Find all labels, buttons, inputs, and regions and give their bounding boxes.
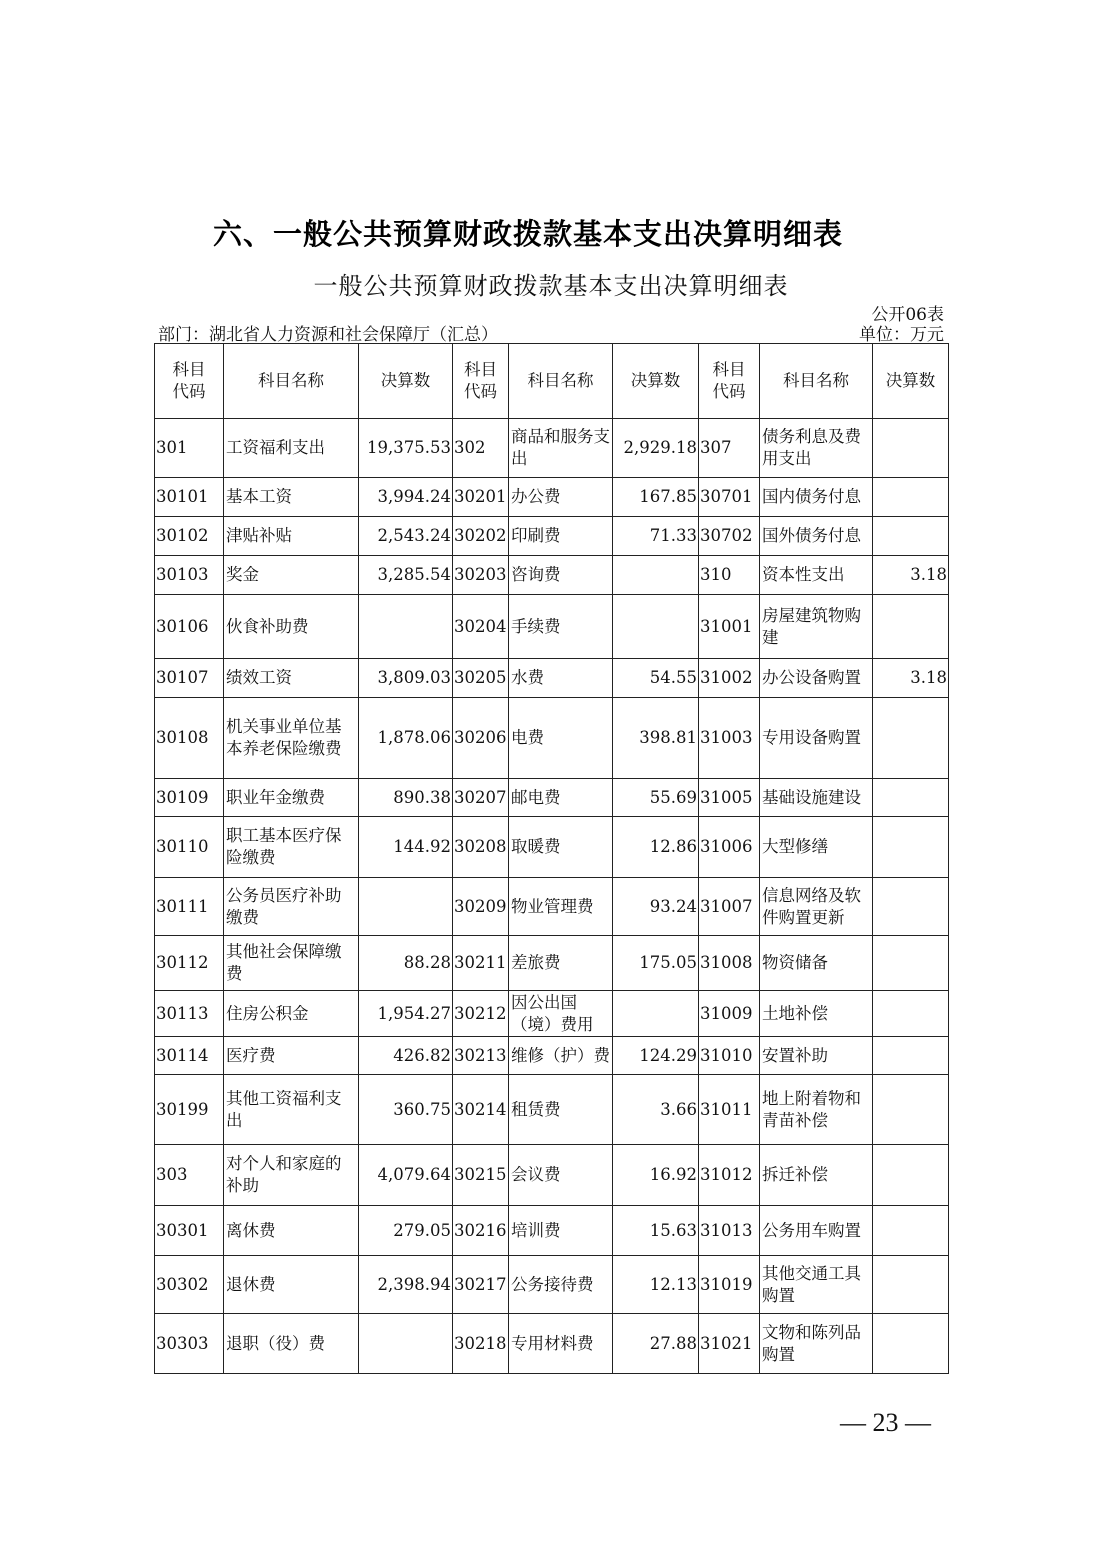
account-name-1: 离休费 [224,1206,359,1256]
form-number: 公开06表 [871,305,944,325]
amount-1 [359,595,453,659]
account-name-2: 印刷费 [509,517,613,556]
amount-1: 279.05 [359,1206,453,1256]
amount-3 [873,1075,949,1145]
expenditure-table [154,343,949,1374]
header-amount-3: 决算数 [873,344,949,419]
account-name-2: 手续费 [509,595,613,659]
header-code-1: 科目代码 [155,344,224,419]
account-code-2: 30215 [453,1145,509,1206]
table-row [155,419,949,478]
amount-3 [873,1037,949,1075]
header-name-1: 科目名称 [224,344,359,419]
account-code-1: 301 [155,419,224,478]
account-code-1: 30102 [155,517,224,556]
account-code-2: 30216 [453,1206,509,1256]
amount-3 [873,936,949,991]
amount-3 [873,1314,949,1374]
table-row [155,991,949,1037]
table-header-row [155,344,949,419]
table-row [155,936,949,991]
account-code-3: 31009 [699,991,760,1037]
account-name-3: 专用设备购置 [760,698,873,779]
account-name-3: 办公设备购置 [760,659,873,698]
account-name-2: 培训费 [509,1206,613,1256]
account-code-2: 30206 [453,698,509,779]
account-name-1: 奖金 [224,556,359,595]
amount-3 [873,698,949,779]
table-row [155,478,949,517]
account-name-2: 会议费 [509,1145,613,1206]
amount-2: 71.33 [613,517,699,556]
account-code-3: 31012 [699,1145,760,1206]
table-row [155,1075,949,1145]
amount-3 [873,1256,949,1314]
amount-3: 3.18 [873,556,949,595]
amount-3 [873,419,949,478]
table-row [155,1206,949,1256]
amount-2: 55.69 [613,779,699,817]
account-name-3: 拆迁补偿 [760,1145,873,1206]
amount-1: 426.82 [359,1037,453,1075]
account-code-3: 31007 [699,878,760,936]
unit-label: 单位：万元 [859,325,944,345]
account-name-3: 其他交通工具购置 [760,1256,873,1314]
amount-2: 27.88 [613,1314,699,1374]
header-code-2: 科目代码 [453,344,509,419]
account-code-1: 30101 [155,478,224,517]
table-row [155,1314,949,1374]
header-name-3: 科目名称 [760,344,873,419]
account-name-2: 公务接待费 [509,1256,613,1314]
account-name-1: 基本工资 [224,478,359,517]
account-code-1: 30303 [155,1314,224,1374]
account-code-2: 30213 [453,1037,509,1075]
account-name-2: 差旅费 [509,936,613,991]
account-name-3: 国内债务付息 [760,478,873,517]
account-code-2: 30214 [453,1075,509,1145]
account-name-2: 物业管理费 [509,878,613,936]
account-code-3: 31021 [699,1314,760,1374]
account-code-3: 310 [699,556,760,595]
account-name-1: 津贴补贴 [224,517,359,556]
account-code-1: 30110 [155,817,224,878]
account-name-2: 专用材料费 [509,1314,613,1374]
amount-3 [873,1206,949,1256]
header-name-2: 科目名称 [509,344,613,419]
account-name-1: 伙食补助费 [224,595,359,659]
table-row [155,556,949,595]
account-code-2: 30202 [453,517,509,556]
table-row [155,817,949,878]
amount-2: 175.05 [613,936,699,991]
account-code-2: 30201 [453,478,509,517]
amount-1: 3,809.03 [359,659,453,698]
amount-3 [873,817,949,878]
header-amount-2: 决算数 [613,344,699,419]
amount-2: 2,929.18 [613,419,699,478]
amount-2: 54.55 [613,659,699,698]
amount-1: 3,994.24 [359,478,453,517]
account-name-3: 基础设施建设 [760,779,873,817]
account-name-3: 大型修缮 [760,817,873,878]
account-code-3: 31011 [699,1075,760,1145]
account-code-1: 30301 [155,1206,224,1256]
account-name-1: 退职（役）费 [224,1314,359,1374]
amount-3: 3.18 [873,659,949,698]
account-name-3: 文物和陈列品购置 [760,1314,873,1374]
account-name-2: 取暖费 [509,817,613,878]
account-code-1: 30199 [155,1075,224,1145]
account-code-3: 31019 [699,1256,760,1314]
account-name-2: 商品和服务支出 [509,419,613,478]
amount-3 [873,517,949,556]
account-code-1: 30114 [155,1037,224,1075]
account-name-1: 其他工资福利支出 [224,1075,359,1145]
account-name-1: 绩效工资 [224,659,359,698]
account-name-3: 国外债务付息 [760,517,873,556]
account-code-1: 30109 [155,779,224,817]
account-name-2: 邮电费 [509,779,613,817]
account-code-2: 30209 [453,878,509,936]
account-code-3: 31010 [699,1037,760,1075]
account-name-1: 机关事业单位基本养老保险缴费 [224,698,359,779]
amount-2 [613,991,699,1037]
amount-2 [613,595,699,659]
account-name-2: 水费 [509,659,613,698]
table-row [155,698,949,779]
account-code-3: 31001 [699,595,760,659]
amount-1: 890.38 [359,779,453,817]
account-name-3: 土地补偿 [760,991,873,1037]
amount-3 [873,478,949,517]
account-code-1: 30106 [155,595,224,659]
account-code-3: 31002 [699,659,760,698]
account-code-3: 30701 [699,478,760,517]
table-row [155,659,949,698]
account-code-1: 30113 [155,991,224,1037]
account-name-3: 安置补助 [760,1037,873,1075]
account-code-2: 30205 [453,659,509,698]
account-name-1: 对个人和家庭的补助 [224,1145,359,1206]
account-name-1: 其他社会保障缴费 [224,936,359,991]
account-code-3: 31008 [699,936,760,991]
amount-1 [359,1314,453,1374]
account-name-2: 咨询费 [509,556,613,595]
amount-2: 93.24 [613,878,699,936]
amount-3 [873,1145,949,1206]
account-code-2: 30217 [453,1256,509,1314]
account-code-2: 30212 [453,991,509,1037]
amount-2: 3.66 [613,1075,699,1145]
account-code-2: 30211 [453,936,509,991]
account-code-1: 30108 [155,698,224,779]
account-name-2: 电费 [509,698,613,779]
account-code-2: 30204 [453,595,509,659]
amount-1: 360.75 [359,1075,453,1145]
page-number: — 23 — [840,1408,931,1437]
account-code-3: 30702 [699,517,760,556]
amount-3 [873,991,949,1037]
account-code-1: 30111 [155,878,224,936]
amount-2: 167.85 [613,478,699,517]
amount-1: 2,398.94 [359,1256,453,1314]
table-row [155,779,949,817]
account-name-1: 职工基本医疗保险缴费 [224,817,359,878]
amount-2: 12.86 [613,817,699,878]
header-code-3: 科目代码 [699,344,760,419]
amount-1: 19,375.53 [359,419,453,478]
table-row [155,1037,949,1075]
table-row [155,1145,949,1206]
amount-2: 124.29 [613,1037,699,1075]
amount-1: 144.92 [359,817,453,878]
account-name-1: 住房公积金 [224,991,359,1037]
table-row [155,595,949,659]
account-name-3: 信息网络及软件购置更新 [760,878,873,936]
amount-1: 88.28 [359,936,453,991]
amount-1: 1,954.27 [359,991,453,1037]
account-code-2: 30207 [453,779,509,817]
account-name-1: 医疗费 [224,1037,359,1075]
account-name-2: 租赁费 [509,1075,613,1145]
account-code-3: 31005 [699,779,760,817]
account-code-1: 30302 [155,1256,224,1314]
amount-1: 2,543.24 [359,517,453,556]
amount-1: 1,878.06 [359,698,453,779]
amount-1: 4,079.64 [359,1145,453,1206]
amount-2: 15.63 [613,1206,699,1256]
account-name-1: 职业年金缴费 [224,779,359,817]
account-code-2: 30208 [453,817,509,878]
account-code-2: 30203 [453,556,509,595]
table-row [155,1256,949,1314]
account-code-3: 31003 [699,698,760,779]
account-name-3: 公务用车购置 [760,1206,873,1256]
account-code-1: 303 [155,1145,224,1206]
table-row [155,517,949,556]
account-name-3: 地上附着物和青苗补偿 [760,1075,873,1145]
amount-2 [613,556,699,595]
amount-3 [873,595,949,659]
account-code-2: 302 [453,419,509,478]
account-code-2: 30218 [453,1314,509,1374]
amount-1 [359,878,453,936]
amount-2: 12.13 [613,1256,699,1314]
header-amount-1: 决算数 [359,344,453,419]
amount-3 [873,878,949,936]
table-row [155,878,949,936]
department-label: 部门：湖北省人力资源和社会保障厅（汇总） [158,325,498,345]
account-name-2: 因公出国（境）费用 [509,991,613,1037]
account-code-3: 31006 [699,817,760,878]
account-code-3: 31013 [699,1206,760,1256]
account-name-3: 房屋建筑物购建 [760,595,873,659]
account-code-1: 30112 [155,936,224,991]
section-title: 六、一般公共预算财政拨款基本支出决算明细表 [212,217,843,251]
account-name-1: 公务员医疗补助缴费 [224,878,359,936]
table-title: 一般公共预算财政拨款基本支出决算明细表 [313,272,789,300]
account-name-1: 退休费 [224,1256,359,1314]
account-name-1: 工资福利支出 [224,419,359,478]
amount-3 [873,779,949,817]
account-code-1: 30107 [155,659,224,698]
amount-2: 398.81 [613,698,699,779]
amount-2: 16.92 [613,1145,699,1206]
account-name-2: 维修（护）费 [509,1037,613,1075]
account-name-3: 债务利息及费用支出 [760,419,873,478]
account-name-2: 办公费 [509,478,613,517]
account-code-3: 307 [699,419,760,478]
account-name-3: 资本性支出 [760,556,873,595]
account-code-1: 30103 [155,556,224,595]
amount-1: 3,285.54 [359,556,453,595]
account-name-3: 物资储备 [760,936,873,991]
